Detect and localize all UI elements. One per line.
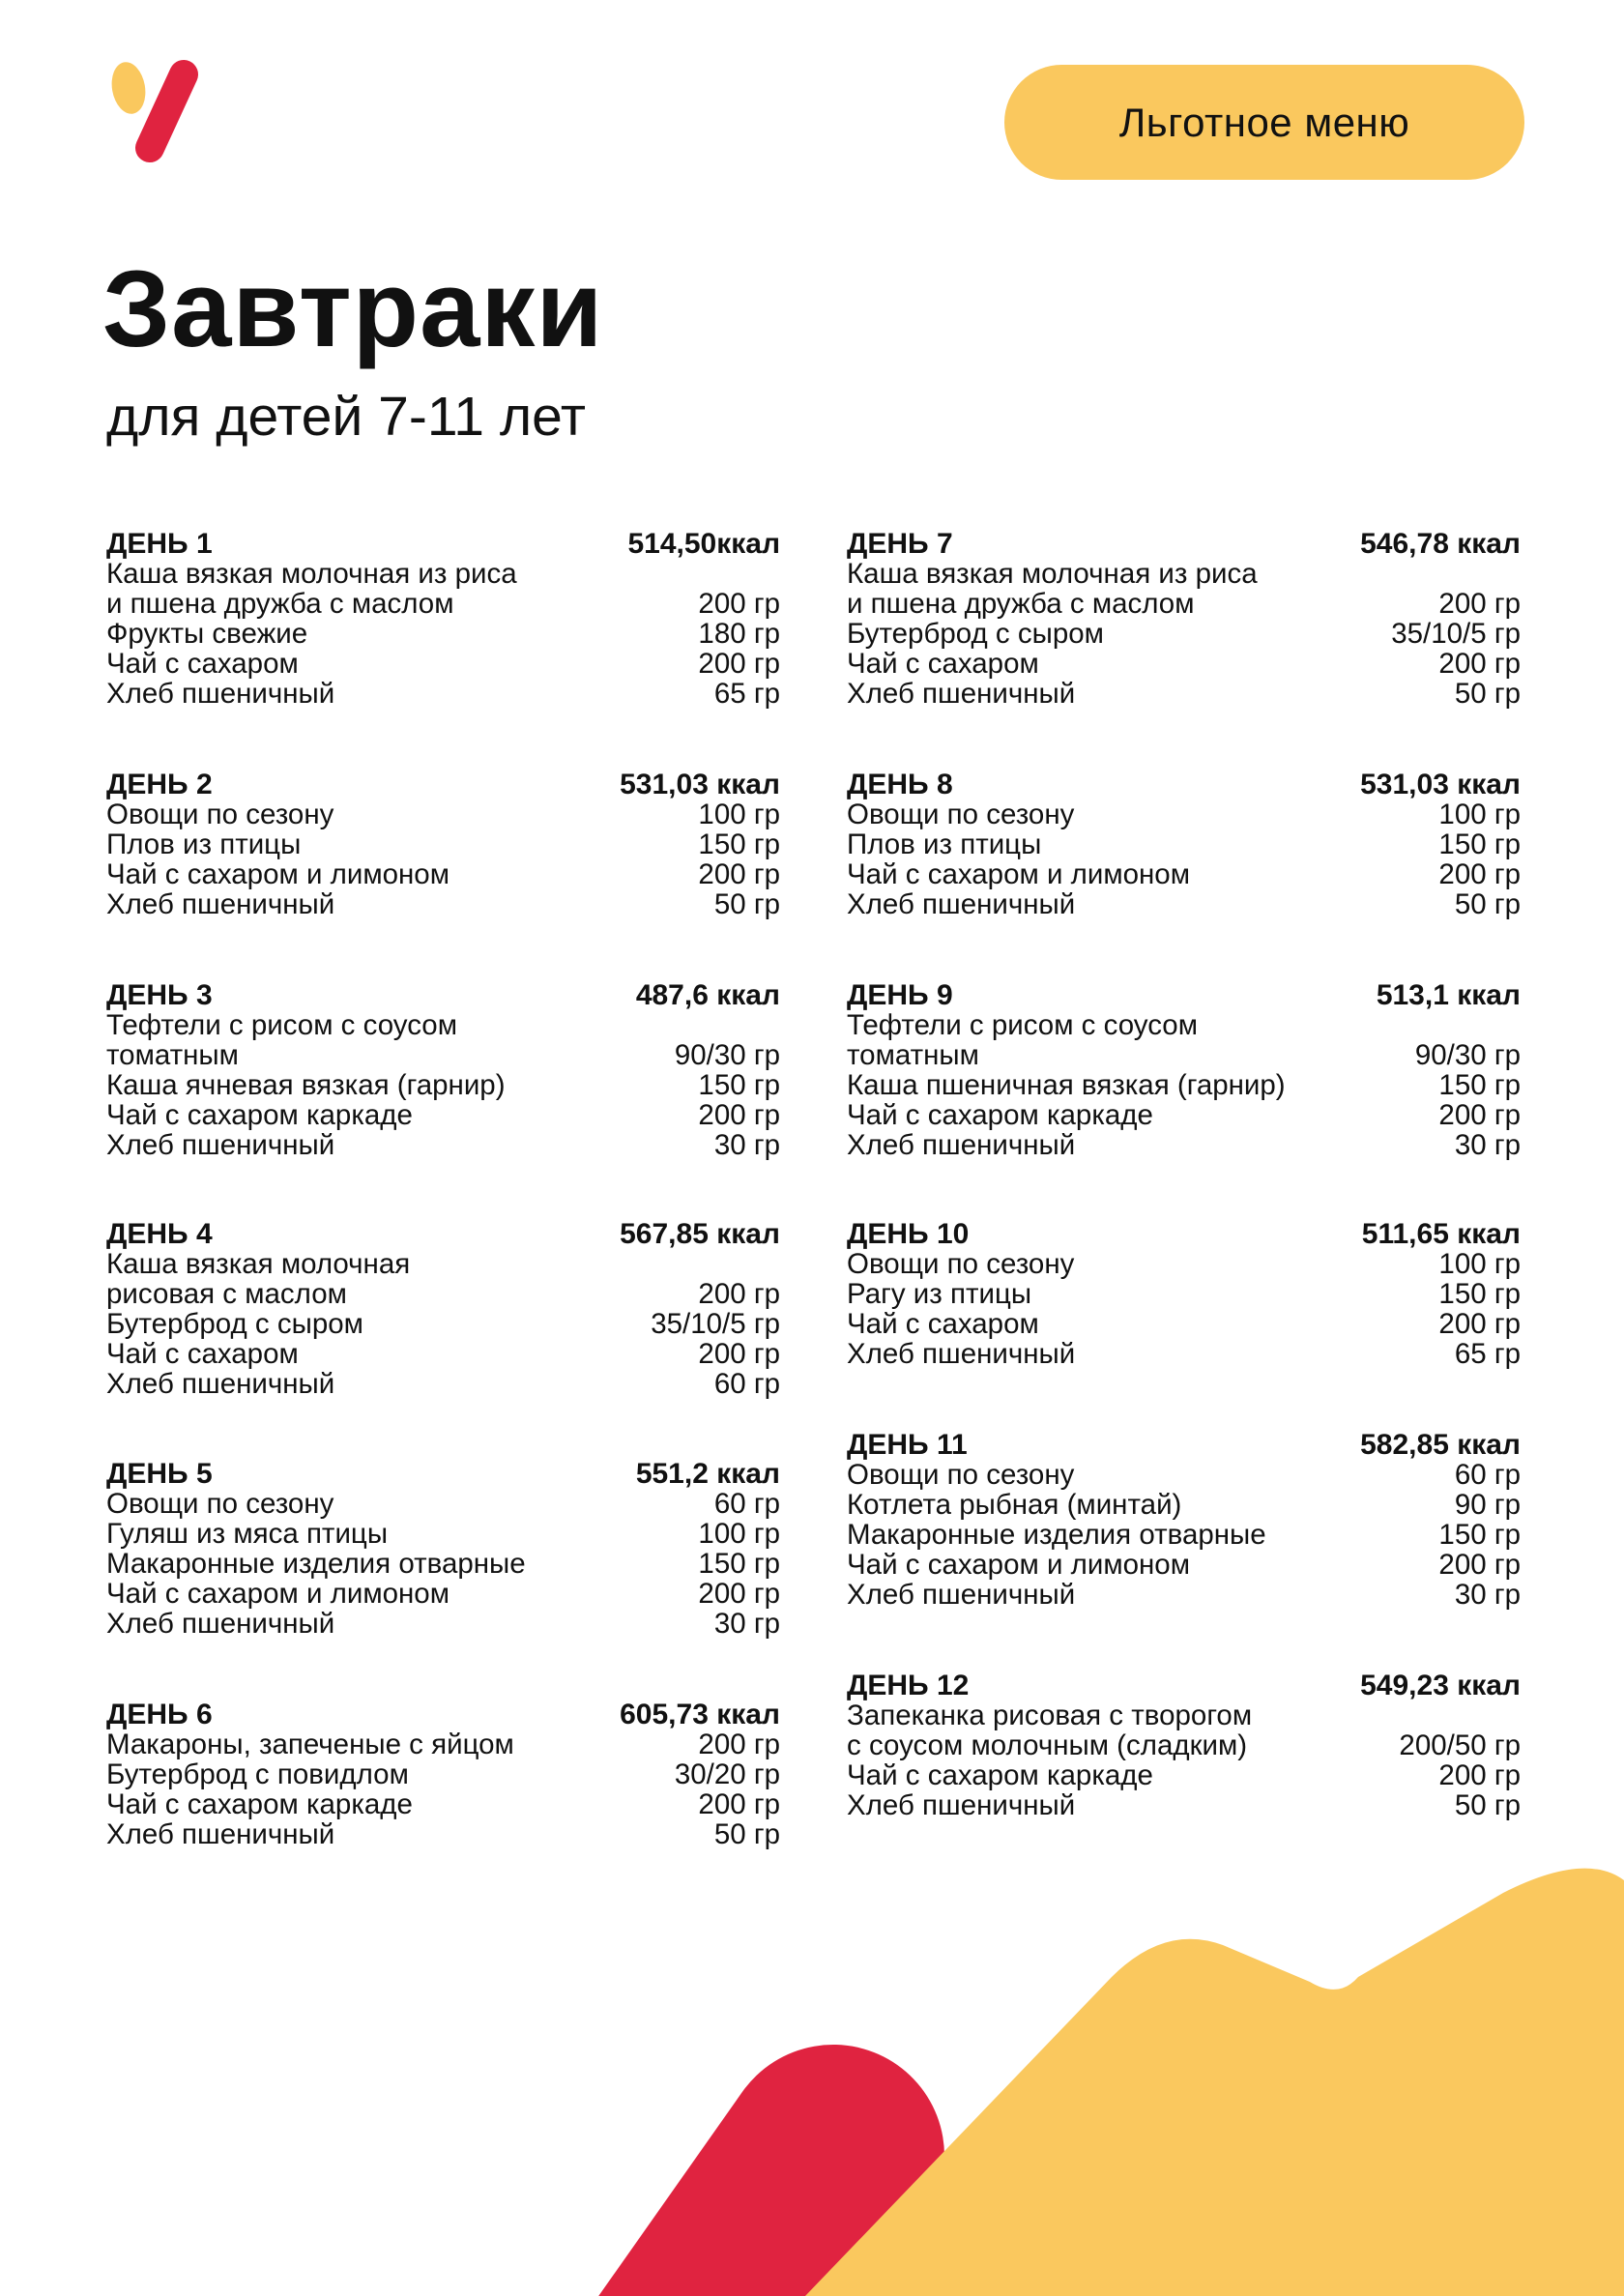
day-block [106,529,780,709]
menu-item [106,619,780,649]
day-header [847,980,1521,1010]
menu-item [106,889,780,919]
dish-weight: 150 гр [1438,828,1521,860]
dish-weight: 200 гр [1438,1549,1521,1581]
day-label: ДЕНЬ 10 [847,1218,970,1250]
day-block [847,1671,1521,1820]
dish-name: Чай с сахаром [106,648,299,680]
dish-weight: 90 гр [1454,1489,1521,1521]
dish-weight: 200 гр [1438,648,1521,680]
menu-item [847,799,1521,829]
menu-item [106,559,780,619]
dish-name: Хлеб пшеничный [106,1129,335,1161]
menu-item [847,1520,1521,1550]
dish-weight: 200 гр [698,588,780,620]
yellow-shape [805,1869,1624,2296]
day-block [847,1430,1521,1610]
dish-name: Чай с сахаром каркаде [106,1099,413,1131]
menu-item [847,559,1521,619]
day-label: ДЕНЬ 6 [106,1699,213,1730]
dish-name: Овощи по сезону [847,1248,1075,1280]
menu-item [106,1549,780,1579]
day-kcal: 549,23 ккал [1360,1670,1521,1701]
day-kcal: 511,65 ккал [1361,1218,1521,1250]
dish-weight: 200/50 гр [1399,1729,1521,1761]
day-label: ДЕНЬ 11 [847,1429,968,1461]
dish-weight: 50 гр [1454,888,1521,920]
day-header [847,1219,1521,1249]
dish-weight: 60 гр [713,1368,780,1400]
dish-weight: 150 гр [1438,1519,1521,1551]
dish-weight: 200 гр [698,1099,780,1131]
day-block [106,770,780,919]
dish-name: Хлеб пшеничный [847,1129,1076,1161]
dish-weight: 60 гр [1454,1459,1521,1491]
day-label: ДЕНЬ 4 [106,1218,213,1250]
dish-weight: 200 гр [1438,588,1521,620]
dish-name: Рагу из птицы [847,1278,1032,1310]
dish-name: Чай с сахаром каркаде [847,1099,1153,1131]
dish-weight: 65 гр [1454,1338,1521,1370]
menu-item [106,1249,780,1309]
dish-name: Чай с сахаром [847,648,1039,680]
menu-item [847,1100,1521,1130]
page-subtitle: для детей 7-11 лет [106,386,586,448]
dish-weight: 200 гр [698,1788,780,1820]
day-header [106,1459,780,1489]
menu-item [847,889,1521,919]
dish-weight: 180 гр [698,618,780,650]
dish-weight: 100 гр [1438,799,1521,830]
day-kcal: 567,85 ккал [620,1218,780,1250]
menu-item [847,1070,1521,1100]
menu-item [106,1130,780,1160]
menu-item [847,649,1521,679]
day-block [847,1219,1521,1369]
day-header [847,1671,1521,1700]
day-header [106,529,780,559]
dish-name: Овощи по сезону [106,799,334,830]
dish-name: Запеканка рисовая с творогом с соусом молочным (сладким) [847,1700,1253,1761]
dish-weight: 30 гр [1454,1579,1521,1611]
dish-name: Каша ячневая вязкая (гарнир) [106,1069,506,1101]
menu-item [847,1130,1521,1160]
menu-item [106,829,780,859]
dish-name: Плов из птицы [106,828,302,860]
day-kcal: 582,85 ккал [1360,1429,1521,1461]
dish-name: Макароны, запеченые с яйцом [106,1729,514,1760]
dish-weight: 65 гр [713,678,780,710]
dish-weight: 200 гр [1438,858,1521,890]
day-label: ДЕНЬ 1 [106,528,213,560]
dish-name: Плов из птицы [847,828,1042,860]
logo [97,58,242,164]
day-header [106,1219,780,1249]
dish-weight: 50 гр [713,1818,780,1850]
dish-name: Чай с сахаром и лимоном [106,1578,450,1610]
dish-name: Макаронные изделия отварные [847,1519,1266,1551]
dish-name: Каша вязкая молочная из риса и пшена дружба с маслом [847,558,1258,620]
dish-weight: 200 гр [698,648,780,680]
menu-item [106,679,780,709]
day-label: ДЕНЬ 12 [847,1670,970,1701]
dish-weight: 30 гр [1454,1129,1521,1161]
menu-item [847,1339,1521,1369]
dish-weight: 150 гр [698,1548,780,1580]
menu-item [847,1550,1521,1580]
dish-weight: 35/10/5 гр [1391,618,1521,650]
dish-weight: 50 гр [1454,678,1521,710]
menu-item [847,1249,1521,1279]
day-label: ДЕНЬ 3 [106,979,213,1011]
menu-item [847,1460,1521,1490]
menu-item [847,1309,1521,1339]
dish-name: Овощи по сезону [106,1488,334,1520]
day-block [847,980,1521,1160]
dish-name: Хлеб пшеничный [847,888,1076,920]
dish-name: Овощи по сезону [847,1459,1075,1491]
dish-name: Чай с сахаром и лимоном [847,1549,1190,1581]
dish-name: Хлеб пшеничный [847,678,1076,710]
dish-weight: 90/30 гр [1414,1039,1521,1071]
dish-weight: 35/10/5 гр [651,1308,780,1340]
dish-name: Хлеб пшеничный [106,1818,335,1850]
dish-weight: 150 гр [1438,1278,1521,1310]
menu-item [847,1010,1521,1070]
dish-name: Хлеб пшеничный [847,1579,1076,1611]
dish-weight: 200 гр [698,1338,780,1370]
dish-weight: 200 гр [698,858,780,890]
dish-weight: 150 гр [698,828,780,860]
dish-name: Чай с сахаром каркаде [106,1788,413,1820]
dish-weight: 100 гр [698,1518,780,1550]
menu-item [106,1100,780,1130]
menu-item [847,1279,1521,1309]
dish-weight: 200 гр [1438,1308,1521,1340]
dish-weight: 90/30 гр [674,1039,780,1071]
menu-item [106,1759,780,1789]
dish-weight: 50 гр [1454,1789,1521,1821]
dish-weight: 200 гр [698,1578,780,1610]
dish-weight: 30 гр [713,1129,780,1161]
dish-name: Бутерброд с сыром [847,618,1104,650]
dish-name: Овощи по сезону [847,799,1075,830]
menu-item [847,1760,1521,1790]
menu-item [847,1580,1521,1610]
day-block [106,1459,780,1639]
menu-item [106,1519,780,1549]
dish-name: Чай с сахаром [106,1338,299,1370]
dish-weight: 60 гр [713,1488,780,1520]
day-header [847,1430,1521,1460]
page-title: Завтраки [102,248,604,369]
dish-name: Тефтели с рисом с соусом томатным [847,1009,1198,1071]
dish-weight: 30/20 гр [674,1758,780,1790]
day-label: ДЕНЬ 7 [847,528,953,560]
dish-name: Бутерброд с сыром [106,1308,363,1340]
menu-item [847,1700,1521,1760]
menu-item [106,1819,780,1849]
day-kcal: 487,6 ккал [635,979,780,1011]
dish-weight: 200 гр [1438,1759,1521,1791]
menu-item [106,859,780,889]
day-label: ДЕНЬ 9 [847,979,953,1011]
dish-weight: 100 гр [698,799,780,830]
day-block [106,1700,780,1849]
day-block [106,980,780,1160]
dish-weight: 200 гр [1438,1099,1521,1131]
logo-red-stroke [150,74,184,148]
menu-item [106,1010,780,1070]
dish-name: Макаронные изделия отварные [106,1548,526,1580]
dish-weight: 200 гр [698,1278,780,1310]
dish-weight: 50 гр [713,888,780,920]
day-label: ДЕНЬ 8 [847,769,953,800]
day-kcal: 551,2 ккал [635,1458,780,1490]
menu-type-badge: Льготное меню [1004,65,1524,180]
dish-weight: 200 гр [698,1729,780,1760]
dish-weight: 30 гр [713,1608,780,1640]
dish-name: Каша вязкая молочная рисовая с маслом [106,1248,411,1310]
dish-weight: 100 гр [1438,1248,1521,1280]
dish-name: Чай с сахаром каркаде [847,1759,1153,1791]
day-label: ДЕНЬ 2 [106,769,213,800]
menu-item [847,829,1521,859]
menu-item [847,679,1521,709]
menu-item [106,649,780,679]
day-kcal: 531,03 ккал [1360,769,1521,800]
dish-name: Гуляш из мяса птицы [106,1518,389,1550]
menu-item [847,1790,1521,1820]
day-kcal: 513,1 ккал [1376,979,1521,1011]
dish-name: Бутерброд с повидлом [106,1758,409,1790]
dish-name: Хлеб пшеничный [106,888,335,920]
day-block [847,529,1521,709]
menu-item [106,1070,780,1100]
menu-item [106,799,780,829]
menu-item [847,859,1521,889]
menu-item [106,1789,780,1819]
dish-name: Фрукты свежие [106,618,308,650]
dish-weight: 150 гр [698,1069,780,1101]
menu-item [106,1609,780,1639]
day-header [106,770,780,799]
dish-name: Каша вязкая молочная из риса и пшена дружба с маслом [106,558,517,620]
dish-name: Хлеб пшеничный [106,1368,335,1400]
day-header [847,770,1521,799]
day-header [847,529,1521,559]
dish-name: Чай с сахаром и лимоном [106,858,450,890]
day-kcal: 531,03 ккал [620,769,780,800]
dish-weight: 150 гр [1438,1069,1521,1101]
day-block [106,1219,780,1399]
logo-yellow-dot [108,59,150,116]
dish-name: Хлеб пшеничный [847,1789,1076,1821]
day-block [847,770,1521,919]
dish-name: Тефтели с рисом с соусом томатным [106,1009,457,1071]
dish-name: Хлеб пшеничный [106,1608,335,1640]
menu-item [847,619,1521,649]
menu-item [106,1489,780,1519]
menu-item [106,1369,780,1399]
day-label: ДЕНЬ 5 [106,1458,213,1490]
dish-name: Хлеб пшеничный [106,678,335,710]
dish-name: Котлета рыбная (минтай) [847,1489,1182,1521]
dish-name: Чай с сахаром и лимоном [847,858,1190,890]
red-shape [677,2156,833,2296]
menu-item [106,1579,780,1609]
day-header [106,980,780,1010]
menu-item [106,1729,780,1759]
day-kcal: 514,50ккал [627,528,780,560]
day-kcal: 546,78 ккал [1360,528,1521,560]
day-header [106,1700,780,1729]
dish-name: Каша пшеничная вязкая (гарнир) [847,1069,1286,1101]
menu-item [106,1309,780,1339]
day-kcal: 605,73 ккал [620,1699,780,1730]
menu-item [106,1339,780,1369]
menu-item [847,1490,1521,1520]
dish-name: Чай с сахаром [847,1308,1039,1340]
dish-name: Хлеб пшеничный [847,1338,1076,1370]
